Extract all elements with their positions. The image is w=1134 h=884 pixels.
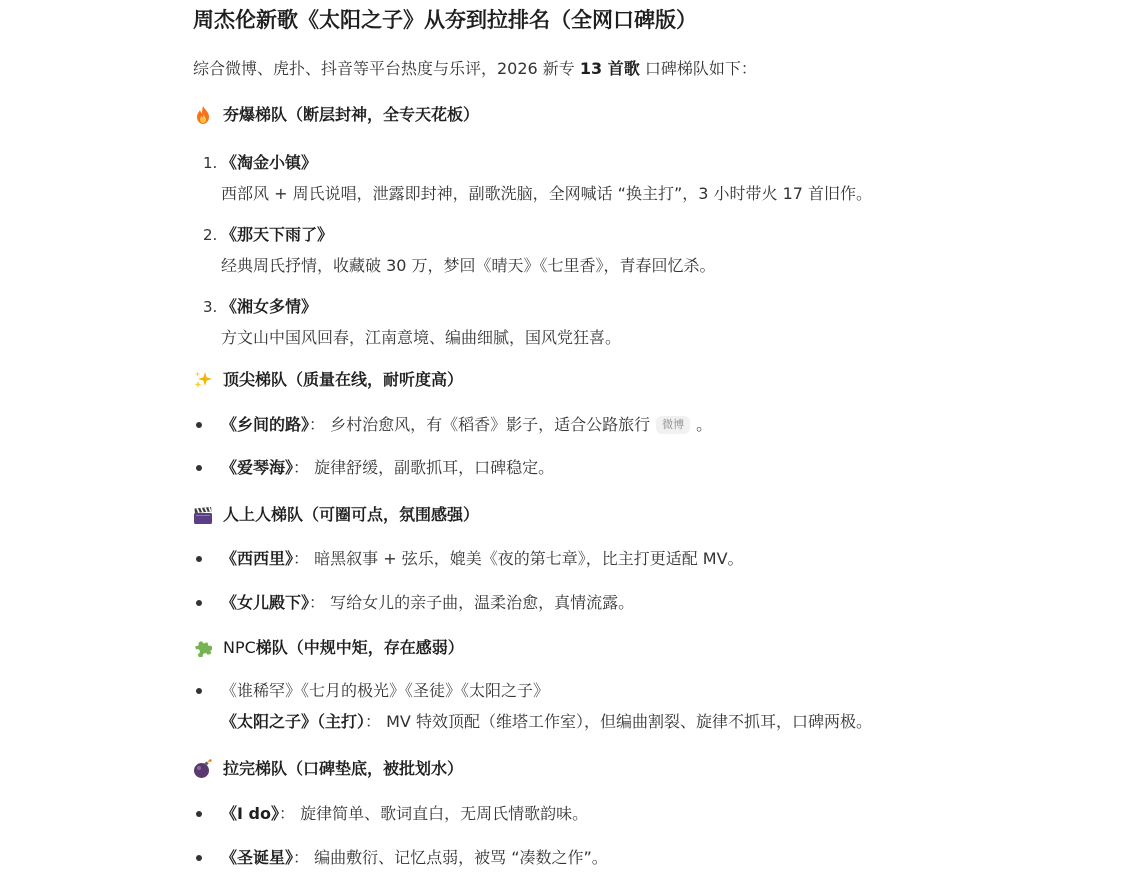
song-description: 经典周氏抒情，收藏破 30 万，梦回《晴天》《七里香》，青春回忆杀。 [221, 256, 716, 275]
page-title: 周杰伦新歌《太阳之子》从夯到拉排名（全网口碑版） [193, 8, 697, 32]
list-number: 2. [203, 226, 218, 244]
separator: ： [365, 712, 387, 731]
list-item [203, 222, 716, 275]
bullet-dot [196, 688, 202, 694]
separator: ： [293, 549, 315, 568]
list-number: 3. [203, 298, 218, 316]
song-list-line: 《谁稀罕》《七月的极光》《圣徒》《太阳之子》 [221, 681, 550, 700]
intro-bold: 13 首歌 [579, 59, 640, 78]
separator: ： [309, 593, 331, 612]
song-description: 编曲敷衍、记忆点弱，被骂 “凑数之作”。 [314, 848, 608, 867]
bullet-dot [196, 855, 202, 861]
fire-icon [193, 105, 213, 125]
intro-paragraph [193, 56, 757, 82]
song-title: 《淘金小镇》 [221, 153, 318, 172]
song-description: 写给女儿的亲子曲，温柔治愈，真情流露。 [330, 593, 635, 612]
featured-song-line [221, 709, 872, 735]
tier-heading-4 [193, 635, 464, 661]
song-description: MV 特效顶配（维塔工作室），但编曲割裂、旋律不抓耳，口碑两极。 [386, 712, 872, 731]
bullet-dot [196, 422, 202, 428]
tier-label: 人上人梯队（可圈可点，氛围感强） [223, 505, 480, 524]
list-item [203, 294, 622, 347]
separator: ： [309, 415, 331, 434]
tier-label-prefix: NPC [223, 638, 256, 657]
song-description: 旋律舒缓，副歌抓耳，口碑稳定。 [314, 458, 555, 477]
list-item [203, 150, 873, 203]
tier-label: 拉完梯队（口碑垫底，被批划水） [223, 759, 464, 778]
bullet-dot [196, 556, 202, 562]
song-title: 《女儿殿下》 [221, 593, 310, 612]
song-title: 《西西里》 [221, 549, 294, 568]
separator: ： [293, 458, 315, 477]
tier-heading-2 [193, 367, 463, 393]
tier-heading-1 [193, 102, 479, 128]
tier-label: 顶尖梯队（质量在线，耐听度高） [223, 370, 464, 389]
song-title: 《乡间的路》 [221, 415, 310, 434]
intro-suffix: 口碑梯队如下： [639, 59, 757, 78]
tier-heading-3 [193, 502, 479, 528]
bullet-dot [196, 600, 202, 606]
song-title: 《湘女多情》 [221, 297, 318, 316]
song-description: 方文山中国风回春，江南意境、编曲细腻，国风党狂喜。 [221, 328, 622, 347]
bullet-dot [196, 465, 202, 471]
song-title: 《圣诞星》 [221, 848, 294, 867]
separator: ： [293, 848, 315, 867]
song-title: 《那天下雨了》 [221, 225, 334, 244]
punctuation: 。 [696, 415, 713, 434]
intro-prefix: 综合微博、虎扑、抖音等平台热度与乐评，2026 新专 [193, 59, 580, 78]
song-title: 《太阳之子》（主打） [221, 712, 366, 731]
song-title: 《爱琴海》 [221, 458, 294, 477]
clapper-board-icon [193, 505, 213, 525]
list-number: 1. [203, 154, 218, 172]
song-description: 旋律简单、歌词直白，无周氏情歌韵味。 [300, 804, 589, 823]
song-description: 西部风 + 周氏说唱，泄露即封神，副歌洗脑，全网喊话 “换主打”，3 小时带火 17 首旧作。 [221, 184, 873, 203]
separator: ： [278, 804, 301, 823]
sparkles-icon [193, 370, 213, 390]
bullet-dot [196, 811, 202, 817]
tier-label: 梯队（中规中矩，存在感弱） [255, 638, 464, 657]
puzzle-piece-icon [193, 638, 213, 658]
song-title: 《I do》 [221, 804, 279, 823]
tier-heading-5 [193, 756, 463, 782]
tier-label: 夯爆梯队（断层封神，全专天花板） [223, 105, 480, 124]
bomb-icon [193, 759, 213, 779]
song-description: 乡村治愈风，有《稻香》影子，适合公路旅行 [330, 415, 651, 434]
song-description: 暗黑叙事 + 弦乐，媲美《夜的第七章》，比主打更适配 MV。 [314, 549, 744, 568]
source-tag[interactable]: 微博 [656, 416, 690, 434]
